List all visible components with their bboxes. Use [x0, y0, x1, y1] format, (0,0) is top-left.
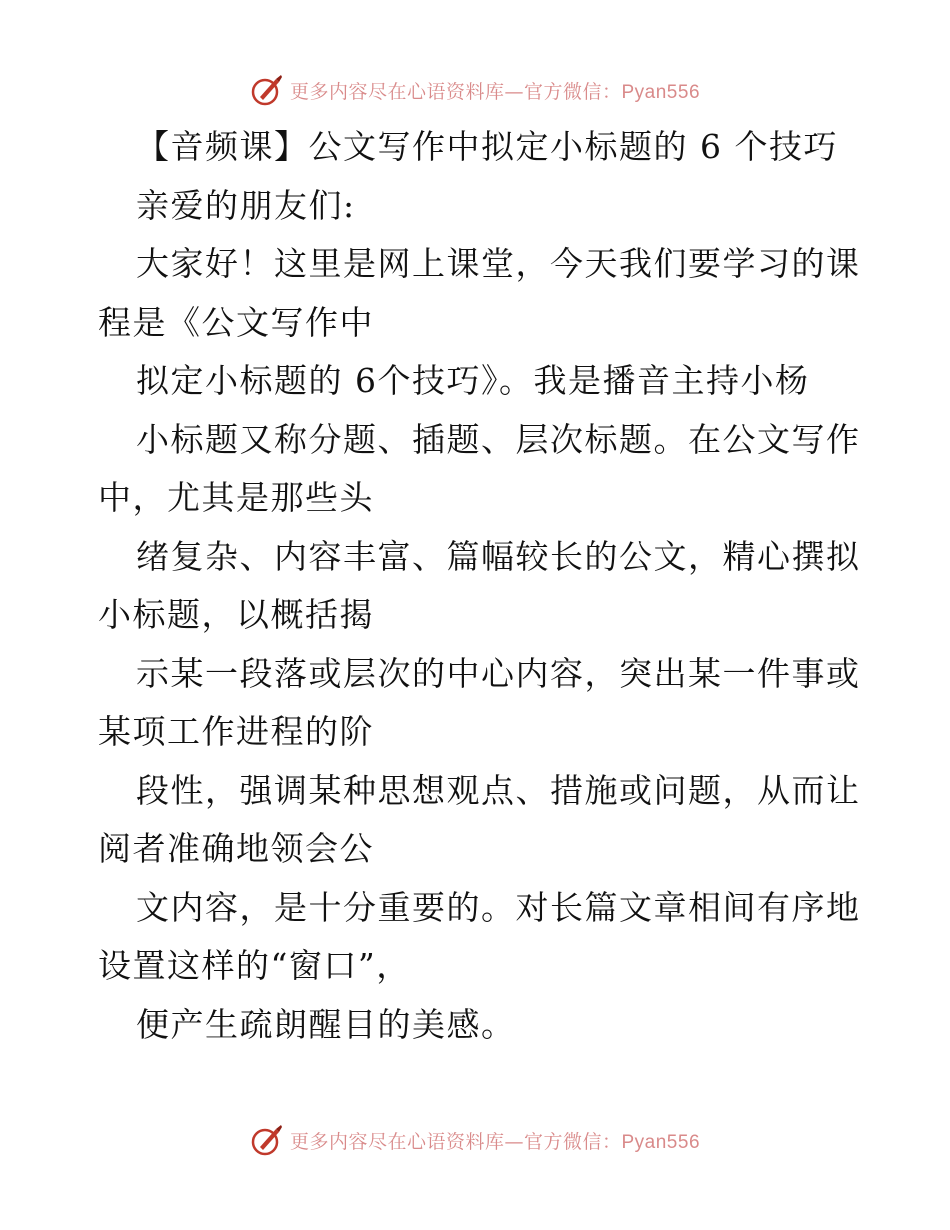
text-line: 小标题又称分题、插题、层次标题。在公文写作 — [136, 419, 861, 459]
text-line: 示某一段落或层次的中心内容，突出某一件事或 — [136, 653, 861, 693]
document-body — [98, 118, 861, 1054]
footer-watermark — [0, 1120, 950, 1160]
text-line: 中，尤其是那些头 — [98, 478, 374, 517]
text-line: 大家好！这里是网上课堂，今天我们要学习的课 — [136, 244, 861, 283]
watermark-text: 更多内容尽在心语资料库—官方微信：Pyan556 — [289, 80, 701, 103]
watermark-wechat-id: Pyan556 — [621, 81, 701, 103]
text-line: 段性，强调某种思想观点、措施或问题，从而让 — [136, 770, 861, 810]
text-line: 程是《公文写作中 — [98, 302, 374, 342]
header-watermark — [0, 70, 950, 110]
text-line: 某项工作进程的阶 — [98, 712, 374, 751]
text-line: 阅者准确地领会公 — [98, 829, 374, 868]
text-line: 设置这样的“窗口”， — [98, 946, 411, 985]
watermark-text: 更多内容尽在心语资料库—官方微信：Pyan556 — [289, 1130, 701, 1153]
quill-logo-icon — [250, 73, 284, 107]
text-line: 亲爱的朋友们: — [136, 185, 356, 225]
text-line: 便产生疏朗醒目的美感。 — [136, 1004, 516, 1044]
document-title: 【音频课】公文写作中拟定小标题的 6 个技巧 — [136, 127, 838, 166]
watermark-wechat-id: Pyan556 — [621, 1131, 701, 1153]
text-line: 绪复杂、内容丰富、篇幅较长的公文，精心撰拟 — [136, 536, 861, 576]
text-line: 拟定小标题的 6个技巧》。我是播音主持小杨 — [136, 361, 810, 400]
text-line: 文内容，是十分重要的。对长篇文章相间有序地 — [136, 887, 861, 927]
quill-logo-icon — [250, 1123, 284, 1157]
text-line: 小标题，以概括揭 — [98, 595, 374, 634]
